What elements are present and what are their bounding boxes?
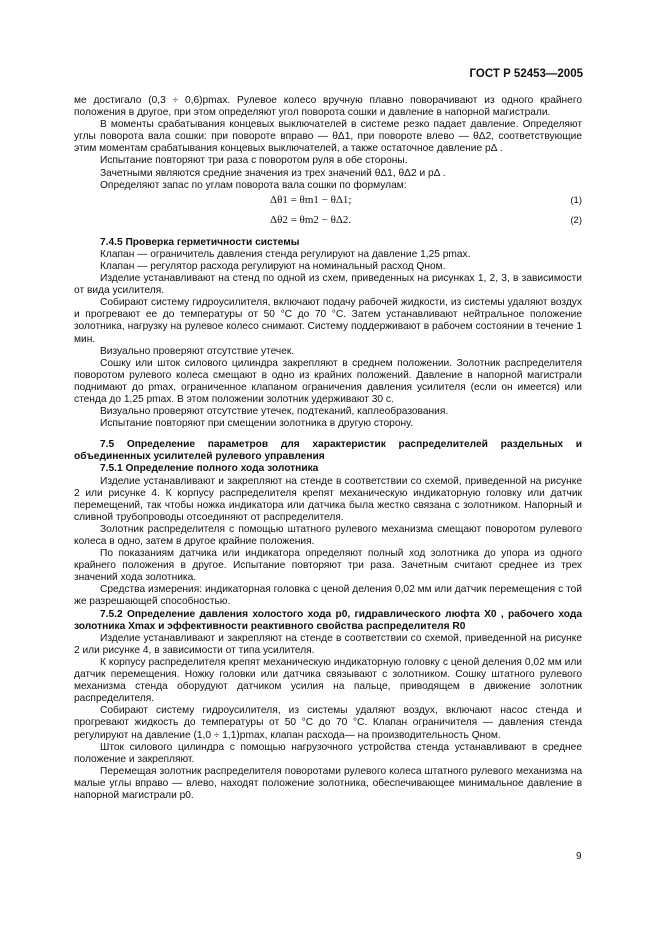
formula-number: (2) (570, 214, 582, 226)
section-heading-7-4-5: 7.4.5 Проверка герметичности системы (100, 236, 300, 248)
paragraph: Шток силового цилиндра с помощью нагрузочного устройства стенда устанавливают в среднее положение и закрепляют. (74, 741, 582, 765)
formula-expression: Δθ2 = θm2 − θΔ2. (270, 213, 352, 226)
page-number: 9 (576, 851, 582, 862)
paragraph: По показаниям датчика или индикатора определяют полный ход золотника до упора из одного крайнего положения в другое. Испытание повторяют три раза. Зачетным считают среднее из трех значений хода золотника. (74, 548, 582, 584)
section-heading-7-5-1: 7.5.1 Определение полного хода золотника (100, 463, 319, 475)
paragraph: Визуально проверяют отсутствие утечек. (100, 345, 295, 357)
paragraph: Сошку или шток силового цилиндра закрепляют в среднем положении. Золотник распределителя поворотом рулевого колеса смещают в одно из крайних положений. Давление в напорной магистрали поднимают до pmax, ограниченное клапаном ограничения давления усилителя (если он имеется) или стенда до 1,25 pmax. В этом положении золотник удерживают 30 с. (74, 357, 582, 405)
paragraph: В моменты срабатывания концевых выключателей в системе резко падает давление. Определяют углы поворота вала сошки: при повороте вправо — θΔ1, при повороте влево — θΔ2, соответствующие этим моментам срабатывания концевых выключателей, а также остаточное давление pΔ . (74, 119, 582, 155)
document-code: ГОСТ Р 52453—2005 (469, 68, 583, 80)
paragraph: Клапан — регулятор расхода регулируют на номинальный расход Qном. (100, 260, 446, 272)
paragraph: Клапан — ограничитель давления стенда регулируют на давление 1,25 pmax. (100, 248, 471, 260)
formula-1 (74, 192, 582, 212)
paragraph: Перемещая золотник распределителя поворотами рулевого колеса штатного рулевого механизма на малые углы вправо — влево, находят положение золотника, обеспечивающее минимальное давление в напорной магистрали p0. (74, 765, 582, 801)
formula-2 (74, 212, 582, 232)
paragraph: Собирают систему гидроусилителя, включают подачу рабочей жидкости, из системы удаляют воздух и прогревают ее до температуры от 50 °С до 70 °С. Затем устанавливают нейтральное положение золотника, нагрузку на рулевое колесо снимают. Систему поддерживают в рабочем состоянии в течение 1 мин. (74, 297, 582, 345)
paragraph: Визуально проверяют отсутствие утечек, подтеканий, каплеобразования. (100, 406, 449, 418)
section-heading-7-5: 7.5 Определение параметров для характеристик распределителей раздельных и объединенных усилителей рулевого управления (74, 439, 582, 463)
paragraph: Зачетными являются средние значения из трех значений θΔ1, θΔ2 и pΔ . (100, 167, 446, 179)
paragraph: Изделие устанавливают на стенд по одной из схем, приведенных на рисунках 1, 2, 3, в зависимости от вида усилителя. (74, 273, 582, 297)
paragraph: Изделие устанавливают и закрепляют на стенде в соответствии со схемой, приведенной на рисунке 2 или рисунке 4. К корпусу распределителя крепят механическую индикаторную головку или датчик перемещений, так чтобы ножка индикатора или датчика была жестко связана с золотником. Напорный и сливной трубопроводы отсоединяют от распределителя. (74, 475, 582, 523)
paragraph: Определяют запас по углам поворота вала сошки по формулам: (100, 179, 407, 191)
paragraph: К корпусу распределителя крепят механическую индикаторную головку с ценой деления 0,02 мм или датчик перемещения. Ножку головки или датчика связывают с золотником. Сошку штатного рулевого механизма стенда оборудуют датчиком усилия на пальце, приводящем в движение золотник распределителя. (74, 656, 582, 705)
page-body (74, 95, 582, 802)
paragraph: Средства измерения: индикаторная головка с ценой деления 0,02 мм или датчик перемещения с той же разрешающей способностью. (74, 584, 582, 608)
formula-expression: Δθ1 = θm1 − θΔ1; (270, 193, 352, 206)
formula-number: (1) (570, 194, 582, 206)
paragraph: Собирают систему гидроусилителя, из системы удаляют воздух, включают насос стенда и прогревают жидкость до температуры от 50 °С до 70 °С. Клапан ограничителя — давления стенда регулируют на давление (1,0 ÷ 1,1)pmax, клапан расхода— на производительность Qном. (74, 705, 582, 741)
paragraph: Испытание повторяют три раза с поворотом руля в обе стороны. (100, 155, 408, 167)
paragraph: Золотник распределителя с помощью штатного рулевого механизма смещают поворотом рулевого колеса в одно, затем в другое крайние положения. (74, 523, 582, 547)
paragraph: Испытание повторяют при смещении золотника в другую сторону. (100, 418, 414, 430)
paragraph: Изделие устанавливают и закрепляют на стенде в соответствии со схемой, приведенной на рисунке 2 или рисунке 4, в зависимости от типа усилителя. (74, 632, 582, 656)
section-heading-7-5-2: 7.5.2 Определение давления холостого хода p0, гидравлического люфта X0 , рабочего хода золотника Xmax и эффективности реактивного свойства распределителя R0 (74, 608, 582, 632)
paragraph: ме достигало (0,3 ÷ 0,6)pmax. Рулевое колесо вручную плавно поворачивают из одного крайнего положения в другое, при этом определяют угол поворота сошки и давление в напорной магистрали. (74, 95, 582, 119)
